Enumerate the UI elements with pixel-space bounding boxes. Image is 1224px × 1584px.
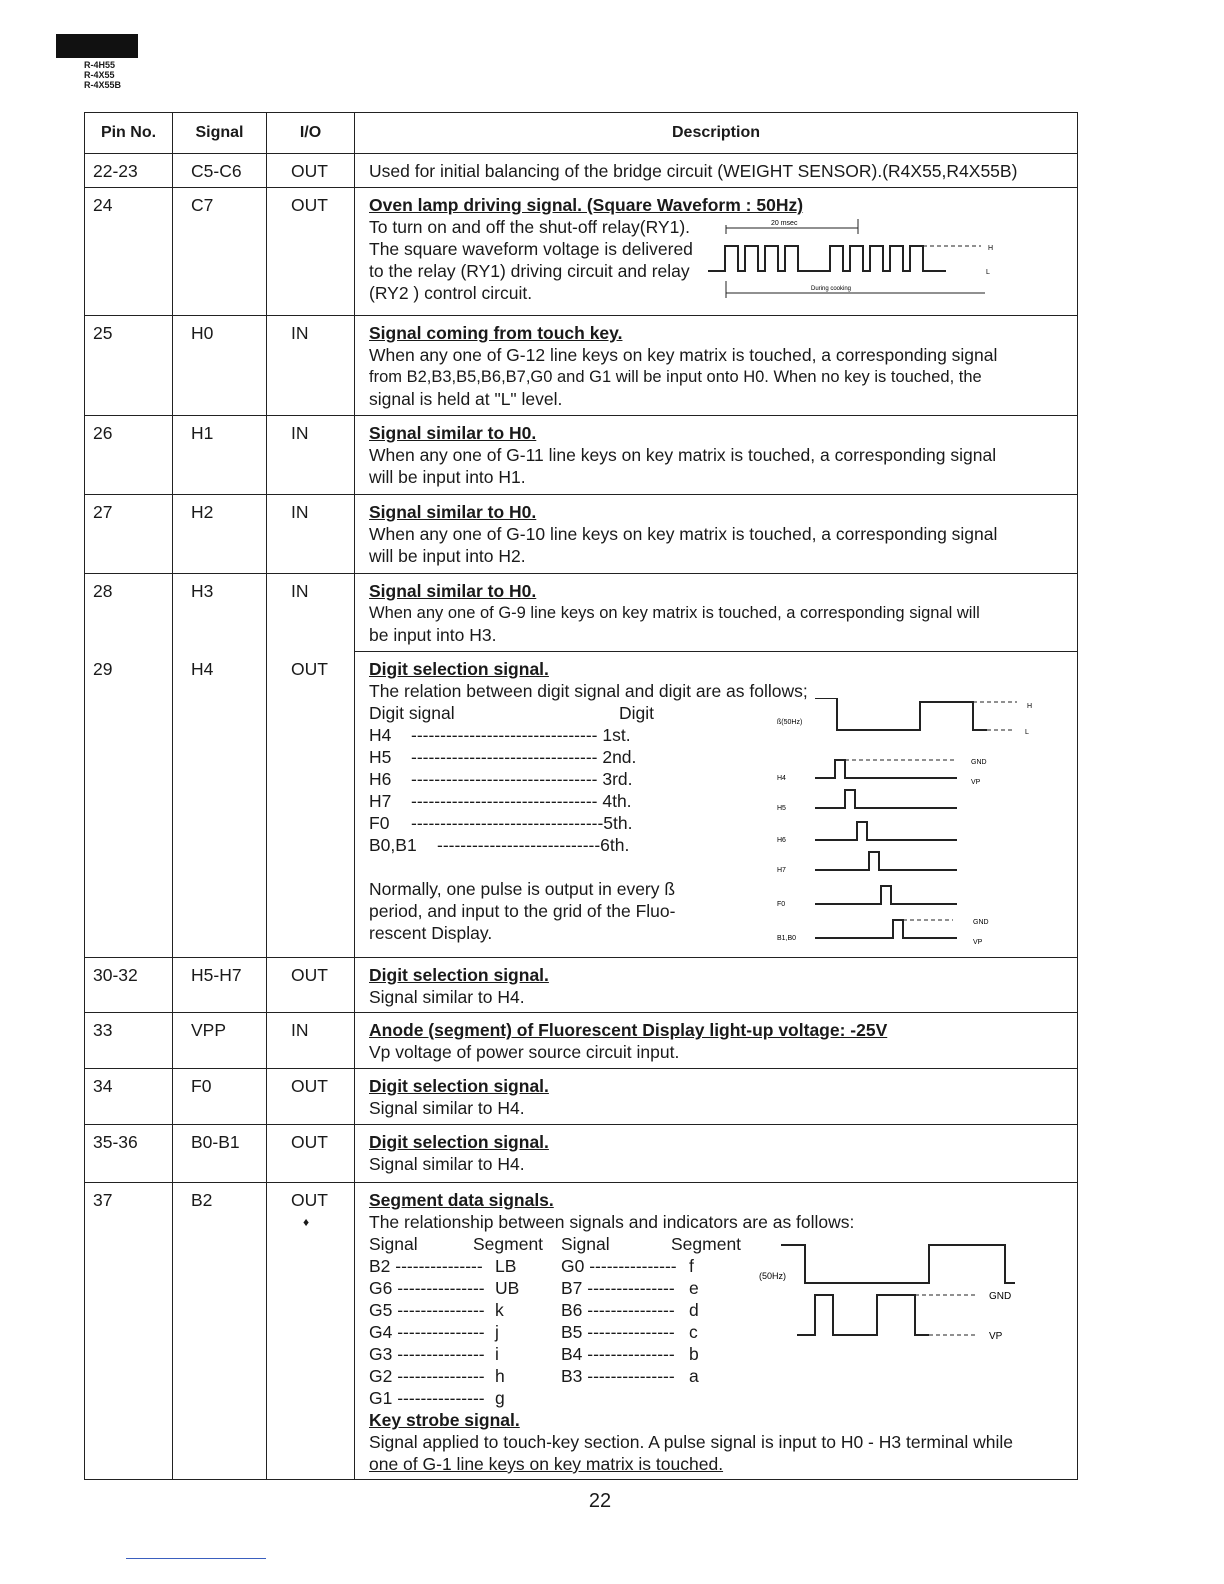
- relation-digit: -------------------------------- 4th.: [411, 791, 632, 811]
- signal-cell: H0: [173, 316, 267, 416]
- high-level-label: H: [1027, 703, 1033, 710]
- description-title: Digit selection signal.: [369, 1132, 549, 1152]
- page-number: 22: [588, 1490, 612, 1512]
- segment-signal: G4 ---------------: [369, 1322, 485, 1342]
- description-line: (RY2 ) control circuit.: [369, 283, 533, 303]
- table-row: [85, 1183, 1078, 1480]
- relation-head: [369, 702, 769, 724]
- relation-signal: B0,B1: [369, 835, 417, 855]
- table-row: [85, 1069, 1078, 1125]
- description-line: Signal similar to H4.: [369, 987, 525, 1007]
- segment-signal: B2 ---------------: [369, 1256, 483, 1276]
- vp-label: VP: [973, 939, 983, 946]
- table-row: [85, 1013, 1078, 1069]
- model-list: [84, 60, 121, 90]
- io-cell: OUT: [267, 958, 355, 1013]
- relation-row: [369, 768, 769, 790]
- segment-row: [369, 1343, 769, 1365]
- io-cell: IN: [267, 316, 355, 416]
- pin-description-table: [84, 112, 1078, 1480]
- note-line: period, and input to the grid of the Fluo-: [369, 901, 676, 921]
- relation-signal: F0: [369, 813, 390, 833]
- gnd-label: GND: [971, 759, 987, 766]
- signal-cell: B2: [173, 1183, 267, 1480]
- pin-cell: 22-23: [85, 154, 173, 188]
- segment-row: [369, 1299, 769, 1321]
- high-level-label: H: [987, 245, 993, 252]
- description-cell: [355, 1183, 1078, 1480]
- description-text: Used for initial balancing of the bridge circuit (WEIGHT SENSOR).(R4X55,R4X55B): [369, 161, 1018, 181]
- bullet-mark: ♦: [303, 1215, 310, 1229]
- segment-value: h: [495, 1366, 505, 1386]
- table-row: [85, 416, 1078, 495]
- segment-head-signal: Signal: [561, 1234, 610, 1254]
- signal-cell: F0: [173, 1069, 267, 1125]
- gnd-label: GND: [989, 1291, 1012, 1302]
- relation-digit: -------------------------------- 2nd.: [411, 747, 637, 767]
- description-line: to the relay (RY1) driving circuit and relay: [369, 261, 690, 281]
- segment-signal: B5 ---------------: [561, 1322, 675, 1342]
- table-row: [85, 188, 1078, 316]
- description-cell: [355, 316, 1078, 416]
- row-label-b1b0: B1,B0: [777, 935, 797, 942]
- segment-timing-diagram: [753, 1239, 1033, 1369]
- description-title: Signal similar to H0.: [369, 581, 537, 601]
- gnd-label: GND: [973, 919, 989, 926]
- segment-row: [369, 1321, 769, 1343]
- relation-digit: -------------------------------- 1st.: [411, 725, 631, 745]
- segment-value: j: [495, 1322, 499, 1342]
- segment-value: k: [495, 1300, 504, 1320]
- description-title: Segment data signals.: [369, 1190, 554, 1210]
- relation-row: [369, 724, 769, 746]
- io-cell: OUT: [267, 1125, 355, 1183]
- row-label-h7: H7: [777, 867, 786, 874]
- segment-row: [369, 1387, 769, 1409]
- pin-cell: 37: [85, 1183, 173, 1480]
- col-header-signal: Signal: [173, 113, 267, 154]
- table-row: [85, 495, 1078, 574]
- description-line: When any one of G-10 line keys on key matrix is touched, a corresponding signal: [369, 524, 998, 544]
- segment-signal: B4 ---------------: [561, 1344, 675, 1364]
- pin-cell: 34: [85, 1069, 173, 1125]
- row-label-h4: H4: [777, 775, 786, 782]
- description-cell: [355, 652, 1078, 958]
- segment-value: b: [689, 1344, 699, 1364]
- io-value: OUT: [291, 1190, 328, 1210]
- io-cell: OUT: [267, 1069, 355, 1125]
- model-name: R-4X55B: [84, 80, 122, 90]
- description-cell: [355, 1069, 1078, 1125]
- model-name: R-4X55: [84, 70, 115, 80]
- description-line: The square waveform voltage is delivered: [369, 239, 693, 259]
- col-header-pin: Pin No.: [85, 113, 173, 154]
- description-line: from B2,B3,B5,B6,B7,G0 and G1 will be input onto H0. When no key is touched, the: [369, 368, 982, 386]
- signal-cell: C7: [173, 188, 267, 316]
- io-cell: OUT: [267, 188, 355, 316]
- pin-cell: 35-36: [85, 1125, 173, 1183]
- segment-signal: G1 ---------------: [369, 1388, 485, 1408]
- row-label-h6: H6: [777, 837, 786, 844]
- row-label-h5: H5: [777, 805, 786, 812]
- segment-value: f: [689, 1256, 694, 1276]
- segment-value: LB: [495, 1256, 517, 1276]
- table-row: [85, 316, 1078, 416]
- segment-head-signal: Signal: [369, 1234, 418, 1254]
- relation-row: [369, 812, 769, 834]
- description-intro: The relationship between signals and indicators are as follows:: [369, 1212, 855, 1232]
- description-line: When any one of G-12 line keys on key matrix is touched, a corresponding signal: [369, 345, 998, 365]
- description-title: Digit selection signal.: [369, 659, 549, 679]
- segment-signal: B7 ---------------: [561, 1278, 675, 1298]
- relation-row: [369, 790, 769, 812]
- relation-signal: H7: [369, 791, 392, 811]
- table-row: [85, 958, 1078, 1013]
- description-title: Digit selection signal.: [369, 1076, 549, 1096]
- col-header-description: Description: [355, 113, 1078, 154]
- description-title: Signal similar to H0.: [369, 502, 537, 522]
- description-cell: [355, 574, 1078, 652]
- relation-signal: H5: [369, 747, 392, 767]
- description-line: will be input into H2.: [369, 546, 526, 566]
- segment-head-segment: Segment: [473, 1234, 544, 1254]
- model-name: R-4H55: [84, 60, 116, 70]
- description-cell: [355, 958, 1078, 1013]
- signal-cell: H1: [173, 416, 267, 495]
- description-title: Oven lamp driving signal. (Square Waveform : 50Hz): [369, 195, 804, 215]
- table-row: [85, 652, 1078, 958]
- table-row: [85, 574, 1078, 652]
- segment-signal: G6 ---------------: [369, 1278, 485, 1298]
- row-label-f0: F0: [777, 901, 786, 908]
- relation-head-signal: Digit signal: [369, 703, 455, 723]
- io-cell: IN: [267, 416, 355, 495]
- logo-block: [56, 34, 138, 58]
- segment-head: [369, 1233, 769, 1255]
- table-row: [85, 1125, 1078, 1183]
- description-line: signal is held at "L" level.: [369, 389, 563, 409]
- col-header-io: I/O: [267, 113, 355, 154]
- signal-cell: H3: [173, 574, 267, 652]
- relation-signal: H4: [369, 725, 392, 745]
- description-line: Signal similar to H4.: [369, 1098, 525, 1118]
- segment-value: d: [689, 1300, 699, 1320]
- segment-signal: B6 ---------------: [561, 1300, 675, 1320]
- description-cell: [355, 154, 1078, 188]
- pin-cell: 27: [85, 495, 173, 574]
- note-line: Normally, one pulse is output in every ß: [369, 879, 676, 899]
- vp-label: VP: [971, 779, 981, 786]
- description-line: When any one of G-9 line keys on key matrix is touched, a corresponding signal will: [369, 604, 980, 622]
- segment-row: [369, 1365, 769, 1387]
- description-cell: [355, 495, 1078, 574]
- segment-signal: G2 ---------------: [369, 1366, 485, 1386]
- description-cell: [355, 1125, 1078, 1183]
- description-title: Signal coming from touch key.: [369, 323, 623, 343]
- io-cell: OUT: [267, 652, 355, 958]
- segment-signal: G5 ---------------: [369, 1300, 485, 1320]
- hz-label: (50Hz): [759, 1271, 787, 1281]
- segment-value: UB: [495, 1278, 520, 1298]
- oven-lamp-waveform-diagram: [703, 216, 1003, 306]
- description-line: Vp voltage of power source circuit input.: [369, 1042, 680, 1062]
- pin-cell: 24: [85, 188, 173, 316]
- segment-value: e: [689, 1278, 699, 1298]
- io-cell: [267, 1183, 355, 1480]
- description-cell: [355, 188, 1078, 316]
- description-cell: [355, 1013, 1078, 1069]
- description-intro: The relation between digit signal and digit are as follows;: [369, 681, 808, 701]
- relation-head-digit: Digit: [619, 703, 655, 723]
- note-line: rescent Display.: [369, 923, 493, 943]
- pin-cell: 30-32: [85, 958, 173, 1013]
- low-level-label: L: [985, 269, 990, 276]
- pin-cell: 29: [85, 652, 173, 958]
- pin-cell: 33: [85, 1013, 173, 1069]
- segment-value: i: [495, 1344, 499, 1364]
- pin-cell: 28: [85, 574, 173, 652]
- signal-cell: VPP: [173, 1013, 267, 1069]
- segment-value: g: [495, 1388, 505, 1408]
- description-line: will be input into H1.: [369, 467, 526, 487]
- signal-cell: B0-B1: [173, 1125, 267, 1183]
- during-cooking-label: During cooking: [810, 286, 851, 292]
- description-title: Key strobe signal.: [369, 1410, 520, 1430]
- relation-signal: H6: [369, 769, 392, 789]
- segment-signal: G0 ---------------: [561, 1256, 677, 1276]
- beta-label: ß(50Hz): [777, 719, 803, 726]
- signal-cell: H2: [173, 495, 267, 574]
- segment-row: [369, 1255, 769, 1277]
- description-cell: [355, 416, 1078, 495]
- low-level-label: L: [1025, 729, 1029, 736]
- io-cell: OUT: [267, 154, 355, 188]
- period-label: 20 msec: [770, 220, 798, 227]
- segment-signal: G3 ---------------: [369, 1344, 485, 1364]
- relation-row: [369, 746, 769, 768]
- description-title: Signal similar to H0.: [369, 423, 537, 443]
- io-cell: IN: [267, 495, 355, 574]
- description-line: one of G-1 line keys on key matrix is touched.: [369, 1454, 724, 1474]
- footer-rule: [126, 1558, 266, 1559]
- description-line: Signal similar to H4.: [369, 1154, 525, 1174]
- description-line: When any one of G-11 line keys on key matrix is touched, a corresponding signal: [369, 445, 997, 465]
- relation-digit: -------------------------------- 3rd.: [411, 769, 633, 789]
- table-header-row: [85, 113, 1078, 154]
- description-title: Digit selection signal.: [369, 965, 549, 985]
- description-line: be input into H3.: [369, 625, 497, 645]
- signal-cell: C5-C6: [173, 154, 267, 188]
- io-cell: IN: [267, 574, 355, 652]
- description-line: To turn on and off the shut-off relay(RY1).: [369, 217, 691, 237]
- description-title: Anode (segment) of Fluorescent Display light-up voltage: -25V: [369, 1020, 888, 1040]
- relation-digit: ----------------------------6th.: [437, 835, 630, 855]
- pin-cell: 25: [85, 316, 173, 416]
- segment-value: c: [689, 1322, 698, 1342]
- vp-label: VP: [989, 1331, 1003, 1342]
- signal-cell: H5-H7: [173, 958, 267, 1013]
- segment-value: a: [689, 1366, 699, 1386]
- segment-signal: B3 ---------------: [561, 1366, 675, 1386]
- io-cell: IN: [267, 1013, 355, 1069]
- relation-row: [369, 834, 769, 856]
- signal-cell: H4: [173, 652, 267, 958]
- segment-head-segment: Segment: [671, 1234, 742, 1254]
- description-line: Signal applied to touch-key section. A pulse signal is input to H0 - H3 terminal while: [369, 1432, 1013, 1452]
- segment-row: [369, 1277, 769, 1299]
- relation-digit: ---------------------------------5th.: [411, 813, 633, 833]
- pin-cell: 26: [85, 416, 173, 495]
- table-row: [85, 154, 1078, 188]
- digit-selection-timing-diagram: [777, 698, 1067, 948]
